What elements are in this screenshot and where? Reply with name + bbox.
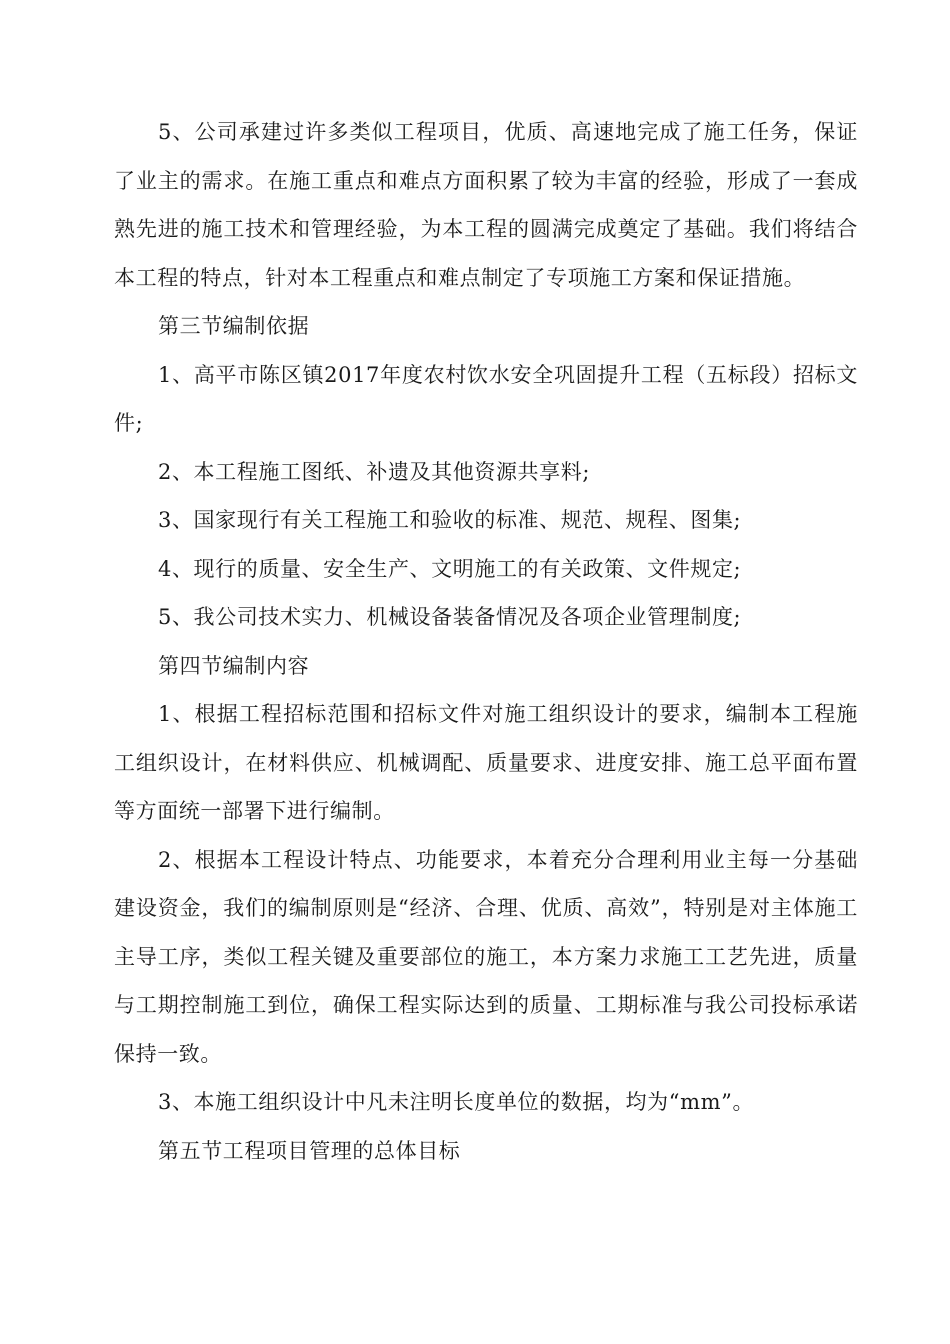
content-item-1: 1、根据工程招标范围和招标文件对施工组织设计的要求，编制本工程施工组织设计，在材料供应、机械调配、质量要求、进度安排、施工总平面布置等方面统一部署下进行编制。 (114, 702, 858, 823)
paragraph-company-experience: 5、公司承建过许多类似工程项目，优质、高速地完成了施工任务，保证了业主的需求。在施工重点和难点方面积累了较为丰富的经验，形成了一套成熟先进的施工技术和管理经验，为本工程的圆满完成奠定了基础。我们将结合本工程的特点，针对本工程重点和难点制定了专项施工方案和保证措施。 (114, 120, 858, 290)
document-body (114, 108, 858, 1175)
basis-item-4: 4、现行的质量、安全生产、文明施工的有关政策、文件规定; (158, 556, 742, 581)
basis-item-2: 2、本工程施工图纸、补遗及其他资源共享料; (158, 459, 591, 484)
section-heading-4: 第四节编制内容 (158, 653, 310, 678)
section-heading-3: 第三节编制依据 (158, 314, 310, 338)
basis-item-1: 1、高平市陈区镇2017年度农村饮水安全巩固提升工程（五标段）招标文件; (114, 362, 858, 435)
content-item-3: 3、本施工组织设计中凡未注明长度单位的数据，均为“mm”。 (158, 1090, 755, 1114)
section-heading-5: 第五节工程项目管理的总体目标 (158, 1138, 461, 1163)
basis-item-3: 3、国家现行有关工程施工和验收的标准、规范、规程、图集; (158, 508, 742, 532)
basis-item-5: 5、我公司技术实力、机械设备装备情况及各项企业管理制度; (158, 605, 742, 629)
content-item-2: 2、根据本工程设计特点、功能要求，本着充分合理利用业主每一分基础建设资金，我们的编制原则是“经济、合理、优质、高效”，特别是对主体施工主导工序，类似工程关键及重要部位的施工，本方案力求施工工艺先进，质量与工期控制施工到位，确保工程实际达到的质量、工期标准与我公司投标承诺保持一致。 (114, 847, 858, 1066)
